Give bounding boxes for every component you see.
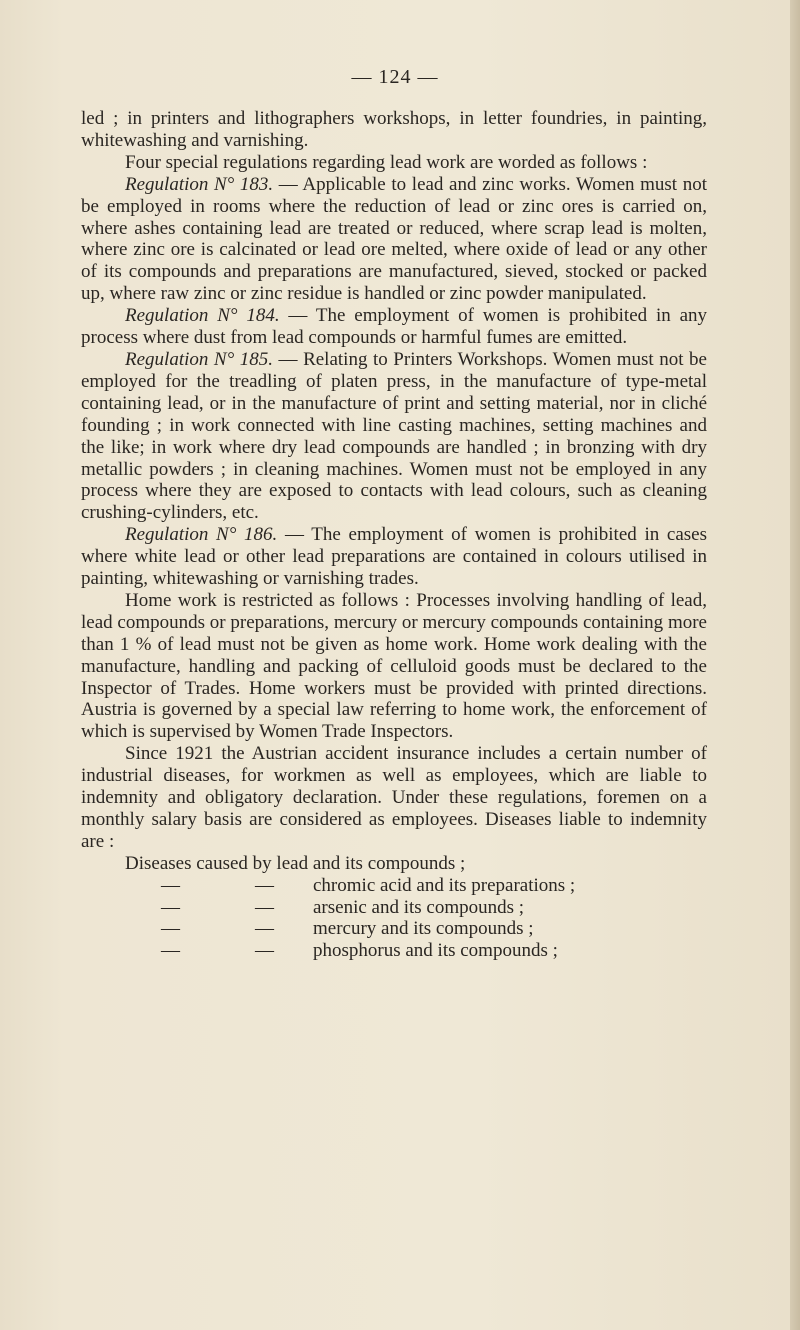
regulation-heading: Regulation N° 183. [125,173,274,195]
regulation-heading: Regulation N° 184. [125,305,280,327]
page-number: — 124 — [351,66,439,88]
body-text [81,108,707,962]
disease-list-item [81,940,707,962]
disease-list-item [81,897,707,919]
regulation-heading: Regulation N° 185. [125,348,273,370]
disease-item-text: arsenic and its compounds ; [313,896,525,918]
disease-list-item [81,918,707,940]
paragraph-text: led ; in printers and lithographers workshops, in letter foundries, in painting, whitewashing and varnishing. [81,108,707,151]
paragraph-text: Since 1921 the Austrian accident insurance includes a certain number of industrial diseases, for workmen as well as employees, which are liable to indemnity and obligatory declaration. Under these regulations, foremen on a monthly salary basis are considered as employees. Diseases liable to indemnity are : [81,743,707,852]
ditto-dash: — [161,940,180,962]
ditto-dash: — [255,896,274,918]
ditto-dash: — [161,896,180,918]
regulation-heading: Regulation N° 186. [125,524,278,546]
ditto-dash: — [255,918,274,940]
disease-item-text: mercury and its compounds ; [313,918,534,940]
paragraph [81,108,707,152]
paragraph-text: — The employment of women is prohibited in cases where white lead or other lead preparations are contained in colours utilised in painting, whitewashing or varnishing trades. [81,524,707,590]
ditto-dash: — [161,918,180,940]
disease-list-item [81,875,707,897]
ditto-dash: — [255,940,274,962]
paragraph-regulation-186 [81,524,707,590]
paragraph-regulation-185 [81,349,707,524]
page-edge [790,0,800,1330]
paragraph-text: — Applicable to lead and zinc works. Women must not be employed in rooms where the reduction of lead or zinc ores is carried on, where ashes containing lead are treated or reduced, where scrap lead is molten, where zinc ore is calcinated or lead ore melted, where oxide of lead or any other of its compounds and preparations are manufactured, sieved, stocked or packed up, where raw zinc or zinc residue is handled or zinc powder manipulated. [81,173,708,305]
ditto-dash: — [255,874,274,896]
ditto-dash: — [161,874,180,896]
paragraph-home-work [81,590,707,743]
paragraph-text: — Relating to Printers Workshops. Women must not be employed for the treadling of platen press, in the manufacture of type-metal containing lead, or in the manufacture of print and setting material, nor in cliché founding ; in work connected with line casting machines, setting machines and the like; in work where dry lead compounds are handled ; in bronzing with dry metallic powders ; in cleaning machines. Women must not be employed in any process where they are exposed to contacts with lead colours, such as cleaning crushing-cylinders, etc. [81,348,707,524]
paragraph-regulation-183 [81,174,707,305]
paragraph-text: Four special regulations regarding lead work are worded as follows : [125,151,648,173]
paragraph [81,152,707,174]
paragraph-text: Home work is restricted as follows : Processes involving handling of lead, lead compounds or preparations, mercury or mercury compounds containing more than 1 % of lead must not be given as home work. Home work dealing with the manufacture, handling and packing of celluloid goods must be declared to the Inspector of Trades. Home workers must be provided with printed directions. Austria is governed by a special law referring to home work, the enforcement of which is supervised by Women Trade Inspectors. [81,589,707,743]
disease-item-text: chromic acid and its preparations ; [313,874,576,896]
disease-lead-in-text: Diseases caused by lead and its compounds ; [125,852,466,874]
paragraph-insurance [81,743,707,853]
paragraph-regulation-184 [81,305,707,349]
paragraph-text: — The employment of women is prohibited in any process where dust from lead compounds or harmful fumes are emitted. [81,305,708,349]
disease-list-lead-in [81,853,707,875]
disease-item-text: phosphorus and its compounds ; [313,940,558,962]
